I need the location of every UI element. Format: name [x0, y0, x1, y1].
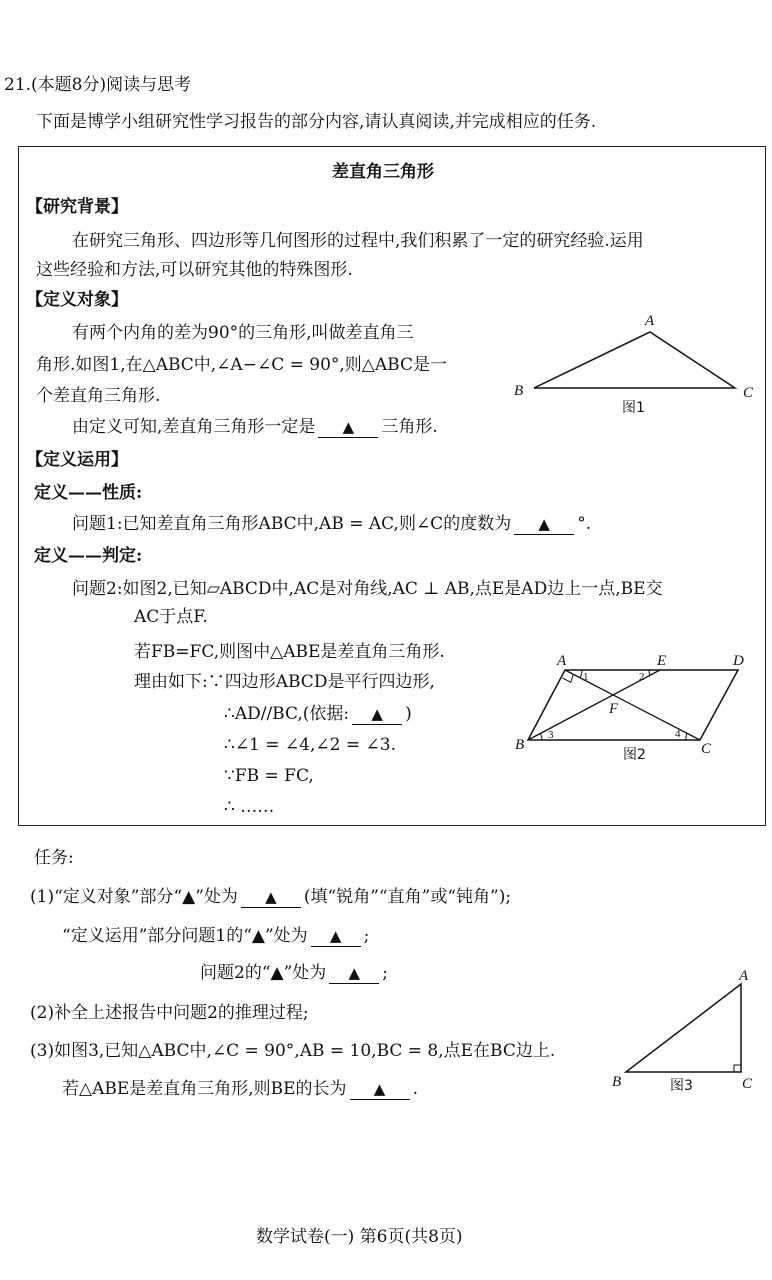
definition-text-4-pre: 由定义可知,差直角三角形一定是: [72, 417, 316, 437]
problem2-text-1: 问题2:如图2,已知▱ABCD中,AC是对角线,AC ⊥ AB,点E是AD边上一点,BE交: [72, 579, 663, 599]
task1-line2-post: ;: [363, 926, 370, 946]
definition-text-4: [72, 416, 438, 438]
figure2-label-a: A: [557, 653, 567, 669]
figure3-label-b: B: [612, 1074, 622, 1090]
property-heading: 定义——性质:: [34, 483, 143, 503]
blank-triangle-icon: ▲: [373, 1080, 386, 1098]
blank-triangle-icon: ▲: [265, 888, 277, 906]
task1-line3: [200, 962, 388, 984]
task1-line1-post: (填“锐角”“直角”或“钝角”);: [303, 887, 512, 907]
answer-blank[interactable]: [350, 1079, 410, 1100]
figure2-angle3-arc: [541, 734, 543, 741]
question-intro: 下面是博学小组研究性学习报告的部分内容,请认真阅读,并完成相应的任务.: [36, 112, 597, 132]
definition-text-2: 角形.如图1,在△ABC中,∠A−∠C = 90°,则△ABC是一: [36, 355, 447, 375]
answer-blank[interactable]: [329, 963, 379, 984]
figure2-angle4-arc: [686, 733, 687, 740]
problem2-line5-post: ): [405, 704, 412, 724]
definition-text-3: 个差直角三角形.: [36, 386, 161, 406]
problem2-text-2: AC于点F.: [134, 607, 208, 627]
figure-1: [505, 308, 770, 420]
blank-triangle-icon: ▲: [538, 515, 550, 533]
problem2-text-8: ∴ ……: [224, 797, 275, 817]
definition-text-1: 有两个内角的差为90°的三角形,叫做差直角三: [72, 323, 414, 343]
figure2-angle-4: 4: [675, 728, 681, 740]
background-text-1: 在研究三角形、四边形等几何图形的过程中,我们积累了一定的研究经验.运用: [72, 231, 644, 251]
figure3-triangle: [626, 984, 741, 1072]
figure3-label-a: A: [739, 968, 749, 984]
figure2-label-b: B: [515, 737, 525, 753]
figure-3: [608, 966, 768, 1102]
figure2-label-d: D: [733, 653, 744, 669]
figure2-angle-3: 3: [548, 729, 554, 741]
task1-line2-pre: “定义运用”部分问题1的“▲”处为: [62, 926, 308, 946]
report-title: 差直角三角形: [332, 162, 434, 182]
figure2-angle-1: 1: [583, 671, 589, 683]
figure2-right-angle-mark: [563, 674, 574, 682]
problem2-line5-pre: ∴AD//BC,(依据:: [224, 704, 350, 724]
figure1-triangle: [534, 332, 735, 388]
blank-triangle-icon: ▲: [371, 705, 383, 723]
answer-blank[interactable]: [318, 417, 378, 438]
figure-2: [510, 648, 760, 766]
task2: (2)补全上述报告中问题2的推理过程;: [30, 1003, 309, 1023]
task1-line2: [62, 925, 369, 947]
figure2-label-c: C: [701, 741, 712, 757]
task3-line2-post: .: [412, 1079, 418, 1099]
answer-blank[interactable]: [352, 704, 402, 725]
blank-triangle-icon: ▲: [329, 927, 342, 945]
task1-line3-post: ;: [382, 963, 389, 983]
judgement-heading: 定义——判定:: [34, 546, 143, 566]
usage-heading: 【定义运用】: [26, 450, 128, 470]
figure2-caption: 图2: [623, 747, 646, 763]
figure2-angle1-arc: [580, 670, 582, 678]
question-title: 21.(本题8分)阅读与思考: [4, 75, 192, 95]
figure3-caption: 图3: [670, 1078, 693, 1094]
page-footer: 数学试卷(一) 第6页(共8页): [256, 1227, 463, 1247]
blank-triangle-icon: ▲: [342, 418, 355, 436]
figure2-angle2-arc: [649, 670, 650, 676]
figure1-label-b: B: [514, 383, 524, 399]
answer-blank[interactable]: [311, 926, 361, 947]
figure1-label-a: A: [645, 313, 655, 329]
blank-triangle-icon: ▲: [348, 964, 361, 982]
problem2-text-6: ∴∠1 = ∠4,∠2 = ∠3.: [224, 735, 396, 755]
background-heading: 【研究背景】: [26, 197, 128, 217]
problem2-text-5: [224, 703, 412, 725]
task1-line1-pre: (1)“定义对象”部分“▲”处为: [30, 887, 238, 907]
figure2-angle-2: 2: [639, 671, 645, 683]
figure3-right-angle-mark: [734, 1065, 741, 1072]
figure3-label-c: C: [742, 1076, 753, 1092]
task1-line3-pre: 问题2的“▲”处为: [200, 963, 327, 983]
definition-text-4-post: 三角形.: [381, 417, 438, 437]
background-text-2: 这些经验和方法,可以研究其他的特殊图形.: [36, 260, 353, 280]
tasks-heading: 任务:: [34, 848, 74, 868]
task3-line1: (3)如图3,已知△ABC中,∠C = 90°,AB = 10,BC = 8,点E在BC边上.: [30, 1041, 556, 1061]
problem1-pre: 问题1:已知差直角三角形ABC中,AB = AC,则∠C的度数为: [72, 514, 512, 534]
definition-heading: 【定义对象】: [26, 290, 128, 310]
task3-line2: [62, 1078, 418, 1100]
figure2-label-f: F: [609, 701, 619, 717]
task1-line1: [30, 886, 511, 908]
problem2-text-4: 理由如下:∵四边形ABCD是平行四边形,: [134, 672, 435, 692]
task3-line2-pre: 若△ABE是差直角三角形,则BE的长为: [62, 1079, 347, 1099]
problem2-text-7: ∵FB = FC,: [224, 766, 314, 786]
figure1-label-c: C: [743, 385, 754, 401]
figure2-label-e: E: [657, 653, 667, 669]
problem2-text-3: 若FB=FC,则图中△ABE是差直角三角形.: [134, 642, 445, 662]
answer-blank[interactable]: [241, 887, 301, 908]
problem1-post: °.: [577, 514, 592, 534]
problem1-text: [72, 513, 591, 535]
answer-blank[interactable]: [514, 514, 574, 535]
figure1-caption: 图1: [622, 400, 645, 416]
